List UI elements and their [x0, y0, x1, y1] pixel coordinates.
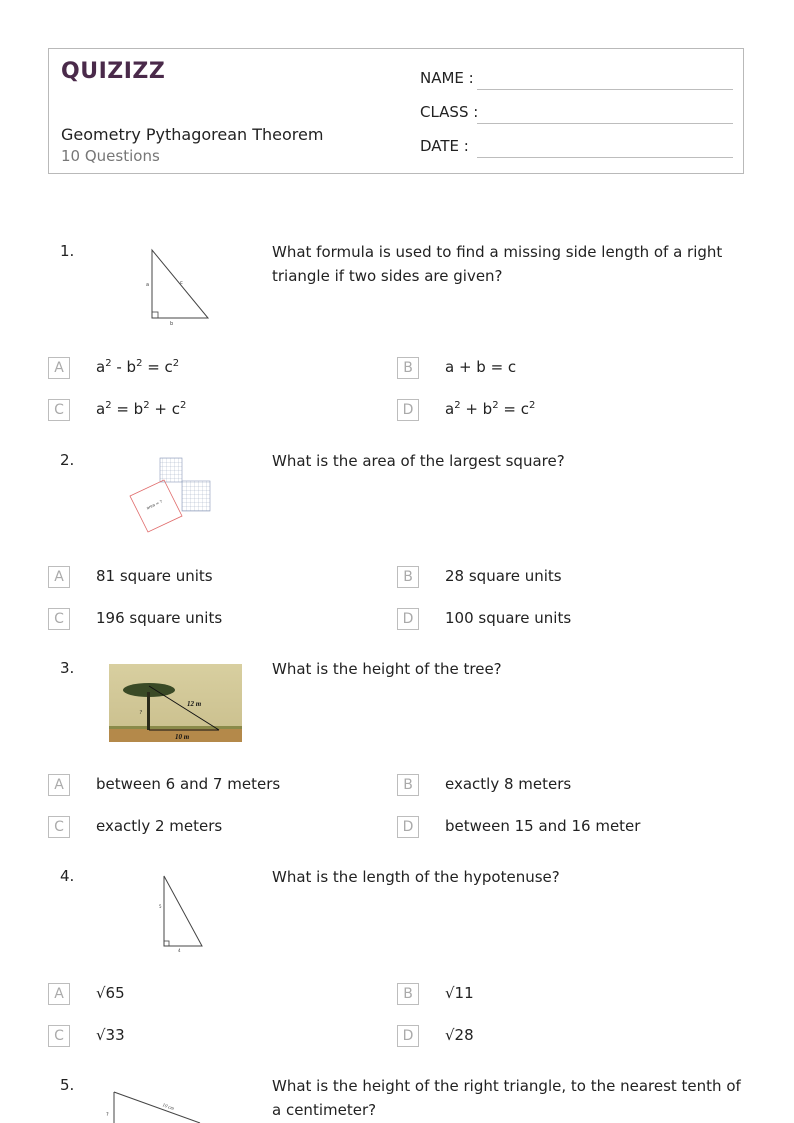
option-d-box[interactable]: D	[397, 1025, 419, 1047]
figure-label: c	[180, 280, 183, 286]
option-c-box[interactable]: C	[48, 399, 70, 421]
question-text: What is the length of the hypotenuse?	[272, 868, 560, 886]
worksheet-header	[48, 48, 744, 174]
option-b-box[interactable]: B	[397, 983, 419, 1005]
tree-photo-figure	[109, 664, 242, 742]
figure-label: 10 cm	[161, 1103, 175, 1113]
option-c-text[interactable]: 196 square units	[96, 609, 223, 627]
option-b-box[interactable]: B	[397, 774, 419, 796]
figure-label: b	[170, 321, 174, 327]
figure-label: a	[146, 282, 150, 288]
option-b-box[interactable]: B	[397, 357, 419, 379]
figure-label: 4	[178, 948, 181, 953]
name-line	[477, 89, 733, 90]
option-b-text[interactable]: 28 square units	[445, 567, 562, 585]
option-a-box[interactable]: A	[48, 983, 70, 1005]
right-triangle-figure	[154, 870, 210, 954]
figure-label: area = ?	[145, 498, 163, 511]
question-number: 3.	[60, 659, 75, 677]
option-b-box[interactable]: B	[397, 566, 419, 588]
question-number: 2.	[60, 451, 75, 469]
date-line	[477, 157, 733, 158]
quizizz-logo: QUIZIZZ	[61, 59, 166, 84]
figure-label: 10 m	[175, 733, 190, 741]
figure-label: 12 m	[187, 700, 202, 708]
question-count: 10 Questions	[61, 147, 160, 165]
figure-label: ?	[106, 1112, 109, 1118]
option-c-text[interactable]: $a^2 = b^2 + c^2$	[96, 400, 187, 418]
option-d-text[interactable]: √28	[445, 1026, 474, 1044]
question-text: What is the height of the tree?	[272, 660, 502, 678]
option-d-box[interactable]: D	[397, 608, 419, 630]
option-d-box[interactable]: D	[397, 816, 419, 838]
worksheet-title: Geometry Pythagorean Theorem	[61, 125, 324, 144]
question-text: What is the area of the largest square?	[272, 452, 565, 470]
class-label: CLASS :	[420, 103, 479, 121]
right-triangle-figure	[100, 1086, 210, 1123]
option-a-text[interactable]: between 6 and 7 meters	[96, 775, 281, 793]
question-number: 5.	[60, 1076, 75, 1094]
option-b-text[interactable]: √11	[445, 984, 474, 1002]
option-b-text[interactable]: a + b = c	[445, 358, 517, 376]
name-label: NAME :	[420, 69, 474, 87]
option-a-box[interactable]: A	[48, 774, 70, 796]
option-a-text[interactable]: $a^2 - b^2 = c^2$	[96, 358, 180, 376]
squares-figure	[126, 454, 218, 538]
option-d-box[interactable]: D	[397, 399, 419, 421]
question-number: 1.	[60, 242, 75, 260]
option-a-text[interactable]: √65	[96, 984, 125, 1002]
option-a-box[interactable]: A	[48, 566, 70, 588]
date-label: DATE :	[420, 137, 469, 155]
option-c-box[interactable]: C	[48, 816, 70, 838]
option-c-box[interactable]: C	[48, 1025, 70, 1047]
option-c-text[interactable]: exactly 2 meters	[96, 817, 223, 835]
option-d-text[interactable]: $a^2 + b^2 = c^2$	[445, 400, 536, 418]
option-b-text[interactable]: exactly 8 meters	[445, 775, 572, 793]
question-text: What is the height of the right triangle, to the nearest tenth of a centimeter?	[272, 1077, 741, 1119]
option-d-text[interactable]: 100 square units	[445, 609, 572, 627]
option-a-text[interactable]: 81 square units	[96, 567, 213, 585]
option-a-box[interactable]: A	[48, 357, 70, 379]
option-c-text[interactable]: √33	[96, 1026, 125, 1044]
class-line	[477, 123, 733, 124]
question-text: What formula is used to find a missing side length of a right triangle if two sides are given?	[272, 243, 723, 285]
figure-label: 5	[159, 904, 162, 909]
option-d-text[interactable]: between 15 and 16 meter	[445, 817, 641, 835]
option-c-box[interactable]: C	[48, 608, 70, 630]
question-number: 4.	[60, 867, 75, 885]
right-triangle-figure	[140, 244, 220, 328]
figure-label: ?	[139, 710, 142, 716]
